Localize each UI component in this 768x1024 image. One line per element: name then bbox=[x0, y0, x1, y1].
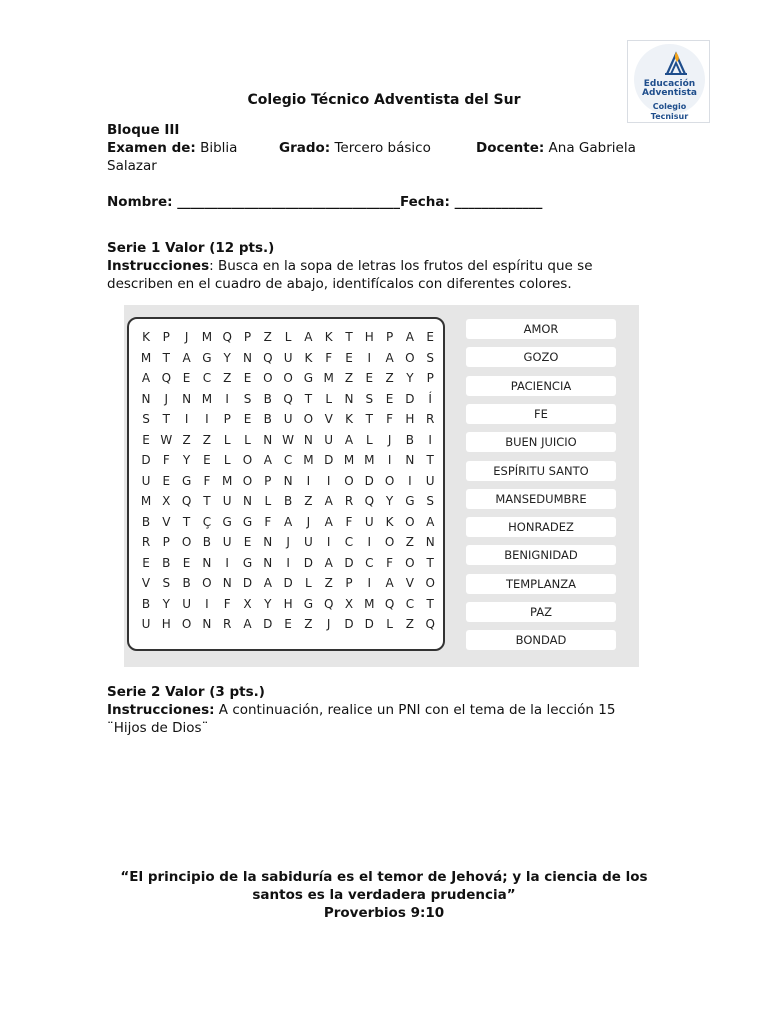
grid-letter[interactable]: N bbox=[202, 555, 212, 570]
grid-letter[interactable]: I bbox=[408, 473, 412, 488]
grid-letter[interactable]: Z bbox=[385, 371, 394, 385]
grid-letter[interactable]: I bbox=[286, 555, 290, 570]
grid-letter[interactable]: L bbox=[264, 494, 272, 508]
word-list-item: BENIGNIDAD bbox=[466, 545, 616, 565]
grid-letter[interactable]: N bbox=[405, 453, 415, 467]
grid-letter[interactable]: A bbox=[243, 617, 252, 631]
grid-letter[interactable]: M bbox=[201, 391, 213, 406]
teacher-field bbox=[476, 139, 636, 157]
grid-letter[interactable]: U bbox=[141, 617, 151, 631]
grid-letter[interactable]: H bbox=[161, 617, 171, 631]
grid-letter[interactable]: F bbox=[223, 596, 231, 611]
grid-letter[interactable]: U bbox=[141, 473, 151, 488]
grid-letter[interactable]: F bbox=[345, 514, 353, 529]
grid-letter[interactable]: Ç bbox=[202, 514, 212, 529]
grid-letter[interactable]: U bbox=[182, 596, 191, 611]
grid-letter[interactable]: Q bbox=[425, 617, 435, 631]
grid-letter[interactable]: K bbox=[385, 514, 394, 529]
grid-letter[interactable]: I bbox=[428, 432, 432, 447]
grid-letter[interactable]: N bbox=[243, 494, 252, 508]
grid-letter[interactable]: M bbox=[323, 371, 334, 385]
teacher-value: Ana Gabriela bbox=[544, 140, 636, 156]
grid-letter[interactable]: T bbox=[345, 330, 353, 344]
grid-letter[interactable]: C bbox=[283, 453, 293, 467]
word-list-item: PAZ bbox=[466, 602, 616, 622]
grid-letter[interactable]: E bbox=[182, 371, 191, 385]
grid-letter[interactable]: Y bbox=[162, 596, 170, 611]
name-date-line bbox=[107, 193, 542, 211]
word-list-item: FE bbox=[466, 404, 616, 424]
quote-reference: Proverbios 9:10 bbox=[323, 905, 445, 921]
grid-letter[interactable]: T bbox=[203, 494, 211, 508]
grid-letter[interactable]: N bbox=[182, 391, 192, 406]
grid-letter[interactable]: I bbox=[326, 535, 331, 549]
grid-letter[interactable]: E bbox=[365, 371, 374, 385]
grid-letter[interactable]: Q bbox=[263, 350, 273, 365]
grid-letter[interactable]: N bbox=[243, 350, 252, 365]
grid-letter[interactable]: K bbox=[142, 330, 150, 344]
grid-letter[interactable]: D bbox=[283, 576, 293, 590]
grid-letter[interactable]: N bbox=[283, 473, 293, 488]
grid-letter[interactable]: Z bbox=[324, 576, 333, 590]
grid-letter[interactable]: T bbox=[182, 514, 191, 529]
grid-letter[interactable]: T bbox=[426, 596, 434, 611]
grid-letter[interactable]: M bbox=[364, 596, 375, 611]
word-list-item: BUEN JUICIO bbox=[466, 432, 616, 452]
grid-letter[interactable]: T bbox=[162, 350, 170, 365]
grid-letter[interactable]: D bbox=[405, 391, 415, 406]
exam-field bbox=[107, 139, 237, 157]
grid-letter[interactable]: X bbox=[344, 596, 354, 611]
grid-letter[interactable]: G bbox=[303, 596, 314, 611]
teacher-value-continued: Salazar bbox=[107, 158, 157, 174]
grid-letter[interactable]: E bbox=[142, 432, 150, 447]
grid-letter[interactable]: O bbox=[242, 453, 253, 467]
serie1-instructions bbox=[107, 257, 593, 275]
grid-letter[interactable]: U bbox=[222, 535, 232, 549]
grid-letter[interactable]: B bbox=[202, 535, 211, 549]
grid-letter[interactable]: J bbox=[326, 617, 331, 631]
grid-letter[interactable]: O bbox=[283, 371, 293, 385]
grid-letter[interactable]: Q bbox=[323, 596, 334, 611]
grid-letter[interactable]: S bbox=[365, 391, 374, 406]
grid-letter[interactable]: S bbox=[162, 576, 171, 590]
grid-letter[interactable]: E bbox=[203, 453, 211, 467]
grid-letter[interactable]: U bbox=[364, 514, 374, 529]
grid-letter[interactable]: Y bbox=[182, 453, 191, 467]
grid-letter[interactable]: A bbox=[324, 555, 333, 570]
grid-letter[interactable]: E bbox=[243, 412, 252, 426]
grid-letter[interactable]: G bbox=[222, 514, 232, 529]
grid-letter[interactable]: L bbox=[223, 432, 231, 447]
grid-letter[interactable]: O bbox=[405, 350, 415, 365]
grid-letter[interactable]: B bbox=[141, 514, 151, 529]
grid-letter[interactable]: E bbox=[182, 555, 191, 570]
grid-letter[interactable]: C bbox=[365, 555, 374, 570]
grid-letter[interactable]: S bbox=[243, 391, 252, 406]
school-title: Colegio Técnico Adventista del Sur bbox=[247, 92, 521, 108]
grid-letter[interactable]: F bbox=[264, 514, 272, 529]
grid-letter[interactable]: N bbox=[303, 432, 313, 447]
grid-letter[interactable]: B bbox=[182, 576, 191, 590]
grid-letter[interactable]: D bbox=[263, 617, 273, 631]
grid-letter[interactable]: Y bbox=[264, 596, 272, 611]
grade-label: Grado: bbox=[279, 140, 331, 156]
grid-letter[interactable]: H bbox=[283, 596, 293, 611]
grade-field bbox=[279, 139, 431, 157]
grid-letter[interactable]: Q bbox=[384, 596, 395, 611]
grid-letter[interactable]: F bbox=[162, 453, 170, 467]
grid-letter[interactable]: B bbox=[405, 432, 414, 447]
grid-letter[interactable]: O bbox=[405, 555, 415, 570]
grid-letter[interactable]: B bbox=[263, 412, 272, 426]
grid-letter[interactable]: Y bbox=[223, 350, 231, 365]
grid-letter[interactable]: B bbox=[162, 555, 171, 570]
grid-letter[interactable]: I bbox=[205, 412, 209, 426]
word-list-item: BONDAD bbox=[466, 630, 616, 650]
grid-letter[interactable]: B bbox=[283, 494, 293, 508]
grid-letter[interactable]: D bbox=[364, 617, 374, 631]
grid-letter[interactable]: Z bbox=[405, 535, 414, 549]
grid-letter[interactable]: A bbox=[405, 330, 414, 344]
grid-letter[interactable]: C bbox=[405, 596, 415, 611]
serie2-instr-label: Instrucciones: bbox=[107, 702, 215, 718]
grid-letter[interactable]: S bbox=[142, 412, 150, 426]
grid-letter[interactable]: L bbox=[223, 453, 231, 467]
grid-letter[interactable]: O bbox=[202, 576, 212, 590]
grid-letter[interactable]: A bbox=[426, 514, 435, 529]
grid-letter[interactable]: Z bbox=[202, 432, 211, 447]
grid-letter[interactable]: Z bbox=[182, 432, 191, 447]
grade-value: Tercero básico bbox=[330, 140, 431, 156]
word-list-item: GOZO bbox=[466, 347, 616, 367]
grid-letter[interactable]: D bbox=[242, 576, 253, 590]
grid-letter[interactable]: K bbox=[304, 350, 313, 365]
grid-letter[interactable]: C bbox=[344, 535, 354, 549]
grid-letter[interactable]: A bbox=[324, 514, 333, 529]
grid-letter[interactable]: G bbox=[181, 473, 192, 488]
grid-letter[interactable]: R bbox=[426, 412, 435, 426]
grid-letter[interactable]: E bbox=[284, 617, 292, 631]
grid-letter[interactable]: I bbox=[184, 412, 189, 426]
grid-letter[interactable]: E bbox=[243, 535, 252, 549]
grid-letter[interactable]: F bbox=[203, 473, 211, 488]
word-search-puzzle bbox=[124, 305, 639, 667]
grid-letter[interactable]: P bbox=[385, 330, 394, 344]
grid-letter[interactable]: X bbox=[162, 494, 171, 508]
grid-letter[interactable]: M bbox=[343, 453, 355, 467]
grid-letter[interactable]: Q bbox=[364, 494, 375, 508]
date-label: Fecha: bbox=[399, 194, 455, 210]
grid-letter[interactable]: Z bbox=[304, 494, 313, 508]
word-list-item: AMOR bbox=[466, 319, 616, 339]
grid-letter[interactable]: Z bbox=[304, 617, 313, 631]
grid-letter[interactable]: B bbox=[263, 391, 272, 406]
logo-text-adventista: Adventista bbox=[642, 88, 697, 98]
grid-letter[interactable]: G bbox=[242, 514, 253, 529]
grid-letter[interactable]: M bbox=[140, 350, 152, 365]
grid-letter[interactable]: Q bbox=[283, 391, 293, 406]
grid-letter[interactable]: E bbox=[243, 371, 252, 385]
name-input-line[interactable]: _________________________________ bbox=[177, 194, 400, 210]
grid-letter[interactable]: R bbox=[344, 494, 354, 508]
grid-letter[interactable]: O bbox=[344, 473, 354, 488]
grid-letter[interactable]: D bbox=[303, 555, 314, 570]
grid-letter[interactable]: B bbox=[141, 596, 151, 611]
grid-letter[interactable]: J bbox=[387, 432, 392, 447]
grid-letter[interactable]: A bbox=[141, 371, 151, 385]
grid-letter[interactable]: T bbox=[365, 412, 373, 426]
grid-letter[interactable]: E bbox=[426, 330, 434, 344]
grid-letter[interactable]: T bbox=[426, 555, 434, 570]
grid-letter[interactable]: Z bbox=[223, 371, 232, 385]
grid-letter[interactable]: G bbox=[303, 371, 314, 385]
grid-letter[interactable]: Q bbox=[161, 371, 172, 385]
grid-letter[interactable]: K bbox=[345, 412, 353, 426]
grid-letter[interactable]: O bbox=[181, 535, 192, 549]
grid-letter[interactable]: O bbox=[384, 473, 395, 488]
school-logo bbox=[627, 40, 710, 123]
grid-letter[interactable]: P bbox=[264, 473, 272, 488]
grid-letter[interactable]: A bbox=[182, 350, 191, 365]
grid-letter[interactable]: C bbox=[202, 371, 212, 385]
grid-letter[interactable]: P bbox=[162, 535, 170, 549]
grid-letter[interactable]: E bbox=[142, 555, 150, 570]
grid-letter[interactable]: D bbox=[324, 453, 334, 467]
grid-letter[interactable]: F bbox=[386, 412, 394, 426]
grid-letter[interactable]: O bbox=[181, 617, 192, 631]
grid-letter[interactable]: I bbox=[367, 535, 372, 549]
grid-letter[interactable]: J bbox=[306, 514, 311, 529]
grid-letter[interactable]: L bbox=[284, 330, 292, 344]
serie1-instr-label: Instrucciones bbox=[107, 258, 210, 274]
grid-letter[interactable]: M bbox=[303, 453, 314, 467]
grid-letter[interactable]: U bbox=[303, 535, 313, 549]
word-list-item: PACIENCIA bbox=[466, 376, 616, 396]
serie1-title: Serie 1 Valor (12 pts.) bbox=[107, 240, 275, 256]
grid-letter[interactable]: N bbox=[263, 555, 273, 570]
grid-letter[interactable]: Y bbox=[406, 371, 414, 385]
serie2-instr-text-1: A continuación, realice un PNI con el tema de la lección 15 bbox=[214, 702, 616, 718]
grid-letter[interactable]: L bbox=[325, 391, 333, 406]
serie2-title: Serie 2 Valor (3 pts.) bbox=[107, 684, 265, 700]
grid-letter[interactable]: W bbox=[282, 432, 295, 447]
grid-letter[interactable]: T bbox=[304, 391, 313, 406]
grid-letter[interactable]: K bbox=[324, 330, 333, 344]
grid-letter[interactable]: S bbox=[426, 350, 434, 365]
grid-letter[interactable]: N bbox=[141, 391, 151, 406]
grid-letter[interactable]: V bbox=[324, 412, 333, 426]
grid-letter[interactable]: I bbox=[205, 596, 209, 611]
word-list-item: ESPÍRITU SANTO bbox=[466, 461, 616, 481]
grid-letter[interactable]: D bbox=[344, 555, 354, 570]
grid-letter[interactable]: G bbox=[405, 494, 415, 508]
grid-letter[interactable]: I bbox=[225, 391, 229, 406]
grid-letter[interactable]: J bbox=[286, 535, 290, 549]
grid-letter[interactable]: V bbox=[141, 576, 151, 590]
grid-letter[interactable]: P bbox=[426, 371, 434, 385]
grid-letter[interactable]: S bbox=[426, 494, 434, 508]
grid-letter[interactable]: Z bbox=[405, 617, 414, 631]
grid-letter[interactable]: O bbox=[425, 576, 435, 590]
exam-value: Biblia bbox=[195, 140, 238, 156]
grid-letter[interactable]: N bbox=[344, 391, 354, 406]
grid-letter[interactable]: M bbox=[222, 473, 233, 488]
grid-letter[interactable]: V bbox=[405, 576, 414, 590]
grid-letter[interactable]: I bbox=[306, 473, 311, 488]
exam-label: Examen de: bbox=[107, 140, 196, 156]
teacher-label: Docente: bbox=[476, 140, 545, 156]
serie1-instr-text-1: : Busca en la sopa de letras los frutos del espíritu que se bbox=[209, 258, 593, 274]
grid-letter[interactable]: U bbox=[222, 494, 232, 508]
grid-letter[interactable]: E bbox=[385, 391, 394, 406]
grid-letter[interactable]: V bbox=[162, 514, 171, 529]
grid-letter[interactable]: X bbox=[243, 596, 252, 611]
grid-letter[interactable]: N bbox=[263, 432, 273, 447]
letter-grid bbox=[127, 317, 445, 651]
grid-letter[interactable]: P bbox=[243, 330, 252, 344]
grid-letter[interactable]: A bbox=[263, 576, 272, 590]
grid-letter[interactable]: Z bbox=[263, 330, 272, 344]
grid-letter[interactable]: E bbox=[162, 473, 171, 488]
quote-line-1: “El principio de la sabiduría es el temor de Jehová; y la ciencia de los bbox=[120, 869, 648, 885]
grid-letter[interactable]: G bbox=[202, 350, 212, 365]
quote-line-2: santos es la verdadera prudencia” bbox=[252, 887, 516, 903]
grid-letter[interactable]: O bbox=[242, 473, 253, 488]
grid-letter[interactable]: I bbox=[387, 453, 392, 467]
grid-letter[interactable]: A bbox=[324, 494, 333, 508]
date-input-line[interactable]: _____________ bbox=[454, 194, 543, 210]
grid-letter[interactable]: F bbox=[325, 350, 333, 365]
word-list-item: HONRADEZ bbox=[466, 517, 616, 537]
grid-letter[interactable]: N bbox=[263, 535, 273, 549]
grid-letter[interactable]: L bbox=[365, 432, 373, 447]
grid-letter[interactable]: I bbox=[326, 473, 331, 488]
grid-letter[interactable]: A bbox=[344, 432, 354, 447]
logo-text-colegio: Colegio Tecnisur bbox=[650, 102, 689, 121]
grid-letter[interactable]: P bbox=[162, 330, 170, 344]
grid-letter[interactable]: O bbox=[405, 514, 415, 529]
grid-letter[interactable]: D bbox=[364, 473, 374, 488]
word-list-item: MANSEDUMBRE bbox=[466, 489, 616, 509]
grid-letter[interactable]: Q bbox=[181, 494, 192, 508]
grid-letter[interactable]: N bbox=[202, 617, 212, 631]
grid-letter[interactable]: Y bbox=[385, 494, 394, 508]
grid-letter[interactable]: E bbox=[345, 350, 353, 365]
grid-letter[interactable]: I bbox=[367, 350, 372, 365]
grid-letter[interactable]: F bbox=[386, 555, 394, 570]
grid-letter[interactable]: G bbox=[242, 555, 253, 570]
grid-letter[interactable]: L bbox=[305, 576, 312, 590]
grid-letter[interactable]: D bbox=[344, 617, 354, 631]
block-label: Bloque III bbox=[107, 122, 180, 138]
grid-letter[interactable]: O bbox=[303, 412, 314, 426]
grid-letter[interactable]: A bbox=[304, 330, 313, 344]
grid-letter[interactable]: L bbox=[244, 432, 251, 447]
grid-letter[interactable]: P bbox=[345, 576, 353, 590]
grid-letter[interactable]: A bbox=[283, 514, 293, 529]
grid-letter[interactable]: H bbox=[405, 412, 415, 426]
grid-letter[interactable]: H bbox=[364, 330, 374, 344]
grid-letter[interactable]: J bbox=[164, 391, 169, 406]
grid-letter[interactable]: U bbox=[425, 473, 435, 488]
adventist-flame-icon bbox=[663, 50, 689, 78]
grid-letter[interactable]: L bbox=[386, 617, 393, 631]
logo-text-educacion: Educación bbox=[643, 79, 696, 89]
serie2-instructions bbox=[107, 701, 615, 719]
name-label: Nombre: bbox=[107, 194, 178, 210]
serie2-instr-text-2: ¨Hijos de Dios¨ bbox=[107, 720, 209, 736]
grid-letter[interactable]: U bbox=[324, 432, 334, 447]
grid-letter[interactable]: T bbox=[426, 453, 434, 467]
grid-letter[interactable]: Z bbox=[344, 371, 354, 385]
grid-letter[interactable]: U bbox=[283, 412, 293, 426]
grid-letter[interactable]: M bbox=[364, 453, 375, 467]
grid-letter[interactable]: T bbox=[162, 412, 170, 426]
grid-letter[interactable]: N bbox=[425, 535, 435, 549]
grid-letter[interactable]: Í bbox=[428, 391, 432, 406]
grid-letter[interactable]: A bbox=[385, 350, 394, 365]
grid-letter[interactable]: I bbox=[225, 555, 229, 570]
grid-letter[interactable]: D bbox=[141, 453, 151, 467]
serie1-instr-text-2: describen en el cuadro de abajo, identifícalos con diferentes colores. bbox=[107, 276, 572, 292]
grid-letter[interactable]: R bbox=[223, 617, 232, 631]
grid-letter[interactable]: O bbox=[263, 371, 273, 385]
grid-letter[interactable]: I bbox=[367, 576, 372, 590]
grid-letter[interactable]: J bbox=[184, 330, 189, 344]
grid-letter[interactable]: U bbox=[283, 350, 293, 365]
grid-letter[interactable]: R bbox=[141, 535, 151, 549]
grid-letter[interactable]: N bbox=[222, 576, 232, 590]
grid-letter[interactable]: M bbox=[140, 494, 152, 508]
grid-letter[interactable]: M bbox=[201, 330, 213, 344]
grid-letter[interactable]: Q bbox=[222, 330, 232, 344]
grid-letter[interactable]: A bbox=[385, 576, 394, 590]
grid-letter[interactable]: P bbox=[223, 412, 231, 426]
grid-letter[interactable]: A bbox=[263, 453, 272, 467]
grid-letter[interactable]: O bbox=[384, 535, 395, 549]
word-list-item: TEMPLANZA bbox=[466, 574, 616, 594]
grid-letter[interactable]: W bbox=[160, 432, 173, 447]
